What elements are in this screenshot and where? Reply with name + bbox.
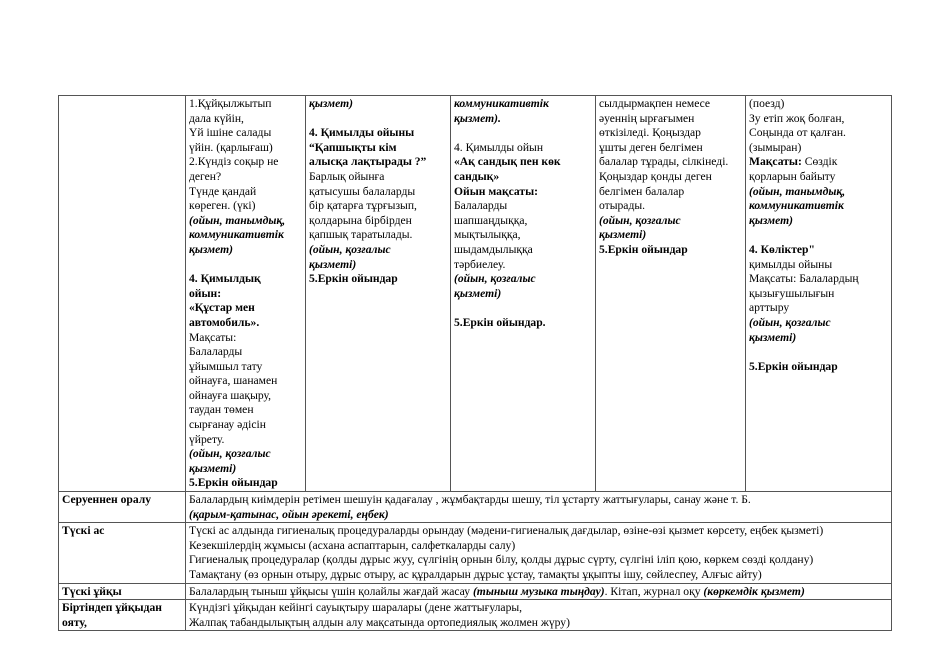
- col1-line: сырғанау әдісін: [189, 418, 266, 432]
- col1-line: дала күйін,: [189, 111, 244, 125]
- wakeup-row: [59, 600, 892, 631]
- col1-line: үйін. (қарлығаш): [189, 140, 273, 154]
- col5-line: (ойын, қозғалыс: [749, 315, 831, 329]
- col5-line: (ойын, танымдық,: [749, 184, 846, 198]
- nap-row: [59, 583, 892, 600]
- col5-line: [749, 345, 888, 360]
- lunch-line-3: Гигиеналық процедуралар (қолды дұрыс жуу, сүлгінің орнын білу, қолды дұрыс сүрту, сүлгіні іліп қою, көркем сөзді қолдану): [189, 553, 814, 567]
- col1-line: таудан төмен: [189, 403, 254, 417]
- col5-line: қимылды ойыны: [749, 257, 833, 271]
- wakeup-line-1: Күндізгі ұйқыдан кейінгі сауықтыру шаралары (дене жаттығулары,: [189, 601, 523, 615]
- lunch-line-1: Түскі ас алдында гигиеналық процедураларды орындау (мәдени-гигиеналық дағдылар, өзіне-өзі қызмет көрсету, еңбек қызметі): [189, 524, 824, 538]
- col2-line: қатысушы балаларды: [309, 184, 416, 198]
- walk-return-label: Серуеннен оралу: [59, 492, 186, 523]
- col1-line: ұйымшыл тату: [189, 359, 263, 373]
- col5-line: 5.Еркін ойындар: [749, 359, 838, 373]
- activities-col-5: [746, 96, 892, 492]
- col1-line: 5.Еркін ойындар: [189, 476, 278, 490]
- col3-line: 4. Қимылды ойын: [454, 140, 544, 154]
- lunch-label: Түскі ас: [59, 523, 186, 583]
- walk-return-text: Балалардың киімдерін ретімен шешуін қадағалау , жұмбақтарды шешу, тіл ұстарту жаттығулары, санау және т. Б.: [189, 493, 751, 507]
- col3-line: (ойын, қозғалыс: [454, 272, 536, 286]
- col5-line: Мақсаты: Сөздік: [749, 155, 838, 169]
- col2-line: қапшық таратылады.: [309, 228, 413, 242]
- col2-line: Барлық ойынға: [309, 169, 385, 183]
- col1-line: 4. Қимылдық: [189, 272, 261, 286]
- col5-line: қызмет): [749, 213, 793, 227]
- col1-line: Түнде қандай: [189, 184, 257, 198]
- nap-text-b: . Кітап, журнал оқу: [604, 584, 704, 598]
- col3-line: Балаларды: [454, 199, 508, 213]
- col4-line: Қоңыздар қонды деген: [599, 169, 712, 183]
- activities-row: [59, 96, 892, 492]
- col3-line: тәрбиелеу.: [454, 257, 506, 271]
- col3-line: мықтылыққа,: [454, 228, 521, 242]
- wakeup-content: [186, 600, 892, 631]
- col4-line: ұшты деген белгімен: [599, 140, 703, 154]
- col5-line: (поезд): [749, 97, 785, 110]
- activities-col-3: [451, 96, 596, 492]
- col2-line: 5.Еркін ойындар: [309, 272, 398, 286]
- wakeup-label: Біртіндеп ұйқыдан ояту,: [59, 600, 186, 631]
- activities-col-2: [306, 96, 451, 492]
- col2-line: алысқа лақтырады ?”: [309, 155, 427, 169]
- col3-line: 5.Еркін ойындар.: [454, 315, 546, 329]
- col5-line: коммуникативтік: [749, 199, 844, 213]
- col2-line: қызмет): [309, 97, 353, 110]
- col1-line: Балаларды: [189, 345, 243, 359]
- col5-line: 4. Көліктер": [749, 242, 815, 256]
- col4-line: (ойын, қозғалыс: [599, 213, 681, 227]
- col3-line: шапшаңдыққа,: [454, 213, 528, 227]
- col5-line: Соңында от қалған.: [749, 126, 846, 140]
- lunch-line-4: Тамақтану (өз орнын отыру, дұрыс отыру, ас құралдарын дұрыс ұстау, тамақты ұқыпты ішу, сөйлеспеу, Алғыс айту): [189, 568, 762, 581]
- col1-line: автомобиль».: [189, 315, 260, 329]
- col5-line: (зымыран): [749, 140, 802, 154]
- col5-line: Зу етіп жоқ болған,: [749, 111, 845, 125]
- col3-line: қызметі): [454, 286, 502, 300]
- col1-line: деген?: [189, 169, 222, 183]
- col1-line: қызмет): [189, 242, 233, 256]
- schedule-table: [58, 95, 892, 631]
- lunch-line-2: Кезекшілердің жұмысы (асхана аспаптарын, салфеткаларды салу): [189, 538, 516, 552]
- col5-line: Мақсаты: Балалардың: [749, 272, 859, 286]
- lunch-row: [59, 523, 892, 583]
- col4-line: белгімен балалар: [599, 184, 685, 198]
- col1-line: (ойын, танымдық,: [189, 213, 286, 227]
- col1-line: «Құстар мен: [189, 301, 255, 315]
- col1-line: (ойын, қозғалыс: [189, 447, 271, 461]
- col1-line: ойнауға шақыру,: [189, 388, 272, 402]
- col5-line: арттыру: [749, 301, 790, 315]
- col4-line: өткізіледі. Қоңыздар: [599, 126, 701, 140]
- col4-line: қызметі): [599, 228, 647, 242]
- col4-line: 5.Еркін ойындар: [599, 242, 688, 256]
- col5-line: қызметі): [749, 330, 797, 344]
- col5-line: қорларын байыту: [749, 169, 836, 183]
- col2-line: бір қатарға тұрғызып,: [309, 199, 417, 213]
- col1-line: Мақсаты:: [189, 330, 237, 344]
- col4-line: әуеннің ырғағымен: [599, 111, 695, 125]
- walk-return-tag: (қарым-қатынас, ойын әрекеті, еңбек): [189, 507, 389, 521]
- walk-return-row: [59, 492, 892, 523]
- col2-line: қолдарына бірбірден: [309, 213, 412, 227]
- wakeup-line-2: Жалпақ табандылықтың алдын алу мақсатында ортопедиялық жолмен жүру): [189, 615, 570, 629]
- walk-return-content: [186, 492, 892, 523]
- col3-line: Ойын мақсаты:: [454, 184, 539, 198]
- col5-line: [749, 228, 888, 243]
- col1-line: үйрету.: [189, 432, 225, 446]
- col1-line: ойын:: [189, 286, 222, 300]
- col4-line: отырады.: [599, 199, 646, 213]
- activities-col-4: [596, 96, 746, 492]
- nap-content: [186, 583, 892, 600]
- col3-line: коммуникативтік: [454, 97, 549, 110]
- col3-line: [454, 301, 592, 316]
- col4-line: сылдырмақпен немесе: [599, 97, 711, 110]
- col2-line: (ойын, қозғалыс: [309, 242, 391, 256]
- lunch-content: [186, 523, 892, 583]
- col4-line: балалар тұрады, сілкінеді.: [599, 155, 729, 169]
- nap-label: Түскі ұйқы: [59, 583, 186, 600]
- col2-line: қызметі): [309, 257, 357, 271]
- nap-tag-a: (тыныш музыка тыңдау): [472, 584, 605, 598]
- col1-line: қызметі): [189, 461, 237, 475]
- activities-label-cell: [59, 96, 186, 492]
- col5-line: қызығушылығын: [749, 286, 835, 300]
- col3-line: шыдамдылыққа: [454, 242, 533, 256]
- col3-line: қызмет).: [454, 111, 501, 125]
- col2-line: [309, 112, 447, 127]
- col3-line: сандық»: [454, 169, 500, 183]
- col1-line: көреген. (үкі): [189, 199, 256, 213]
- col1-line: [189, 258, 302, 273]
- col2-line: “Қапшықты кім: [309, 140, 397, 154]
- col1-line: 2.Күндіз соқыр не: [189, 155, 279, 169]
- nap-text-a: Балалардың тыныш ұйқысы үшін қолайлы жағдай жасау: [189, 584, 473, 598]
- col3-line: [454, 126, 592, 141]
- col1-line: 1.Құйқылжытып: [189, 97, 272, 110]
- activities-col-1: [186, 96, 306, 492]
- col2-line: 4. Қимылды ойыны: [309, 126, 415, 140]
- col3-line: «Ақ сандық пен көк: [454, 155, 561, 169]
- col1-line: ойнауға, шанамен: [189, 374, 278, 388]
- nap-tag-b: (көркемдік қызмет): [703, 584, 805, 598]
- col1-line: коммуникативтік: [189, 228, 284, 242]
- col1-line: Үй ішіне салады: [189, 126, 272, 140]
